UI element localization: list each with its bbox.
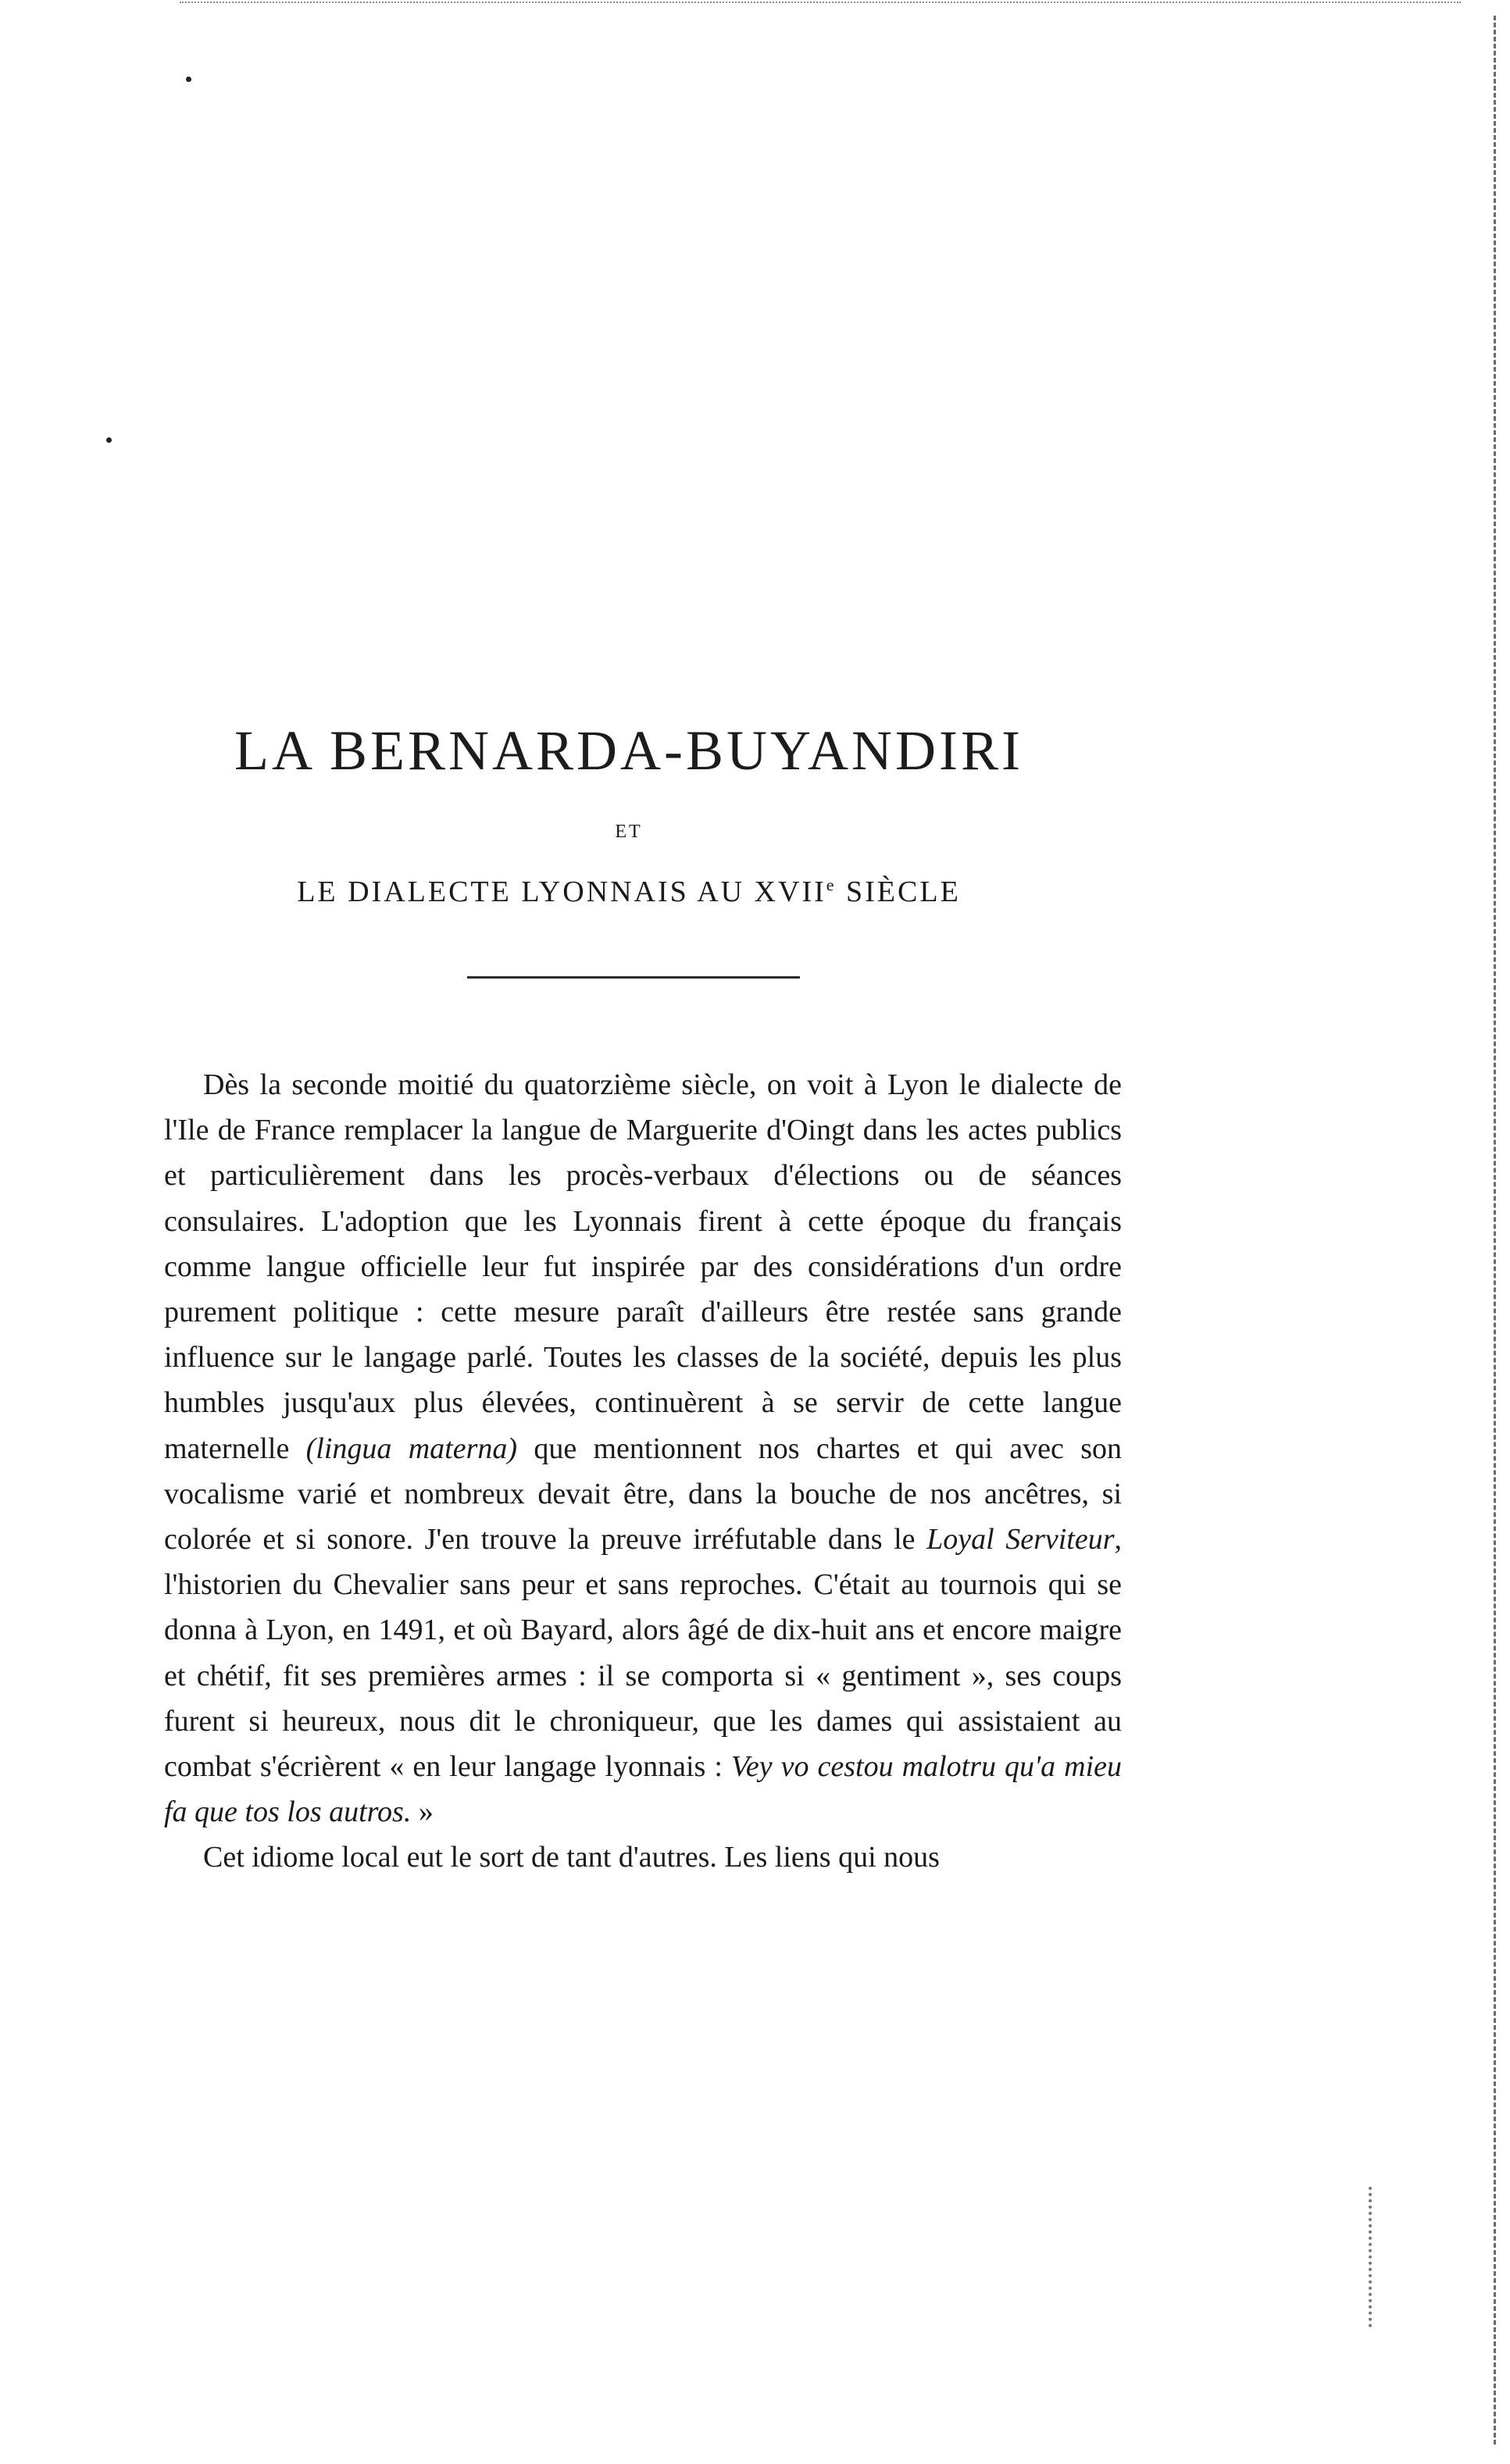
subtitle-superscript: e xyxy=(826,875,837,895)
scan-right-edge xyxy=(1494,16,1499,2444)
paragraph xyxy=(164,1062,1122,1835)
italic-phrase: (lingua materna) xyxy=(305,1432,518,1465)
subtitle-text: LE DIALECTE LYONNAIS AU XVII xyxy=(297,875,826,908)
ink-speck xyxy=(106,437,112,443)
title-rule xyxy=(467,976,800,979)
italic-phrase: Vey vo cestou malotru qu'a mieu fa que tos los autros. xyxy=(164,1750,1122,1829)
paragraph-text: que mentionnent nos chartes et qui avec son vocalisme varié et nombreux devait être, dans la bouche de nos ancêtres, si colorée et si sonore. J'en trouve la preuve irréfutable dans le xyxy=(164,1432,1122,1556)
subtitle-text-end: SIÈCLE xyxy=(836,875,961,908)
paragraph: Cet idiome local eut le sort de tant d'autres. Les liens qui nous xyxy=(203,1841,940,1874)
italic-phrase: Loyal Serviteur xyxy=(926,1523,1115,1556)
scan-top-edge xyxy=(180,2,1461,5)
paragraph-text: » xyxy=(411,1795,434,1829)
page-title: LA BERNARDA-BUYANDIRI xyxy=(234,719,1023,782)
ink-speck xyxy=(186,77,191,82)
page-subtitle xyxy=(0,875,1258,909)
margin-marks xyxy=(1369,2187,1383,2327)
paragraph-text: , l'historien du Chevalier sans peur et sans reproches. C'était au tournois qui se donna à Lyon, en 1491, et où Bayard, alors âgé de dix-huit ans et encore maigre et chétif, fit ses premières armes : il se comporta si « gentiment », ses coups furent si heureux, nous dit le chroniqueur, que les dames qui assistaient au combat s'écrièrent « en leur langage lyonnais : xyxy=(164,1523,1122,1784)
title-conjunction: ET xyxy=(615,822,643,842)
body-text xyxy=(164,1062,1122,1881)
paragraph-text: Dès la seconde moitié du quatorzième siècle, on voit à Lyon le dialecte de l'Ile de France remplacer la langue de Marguerite d'Oingt dans les actes publics et particulièrement dans les procès-verbaux d'élections ou de séances consulaires. L'adoption que les Lyonnais firent à cette époque du français comme langue officielle leur fut inspirée par des considérations d'un ordre purement politique : cette mesure paraît d'ailleurs être restée sans grande influence sur le langage parlé. Toutes les classes de la société, depuis les plus humbles jusqu'aux plus élevées, continuèrent à se servir de cette langue maternelle xyxy=(164,1068,1122,1465)
